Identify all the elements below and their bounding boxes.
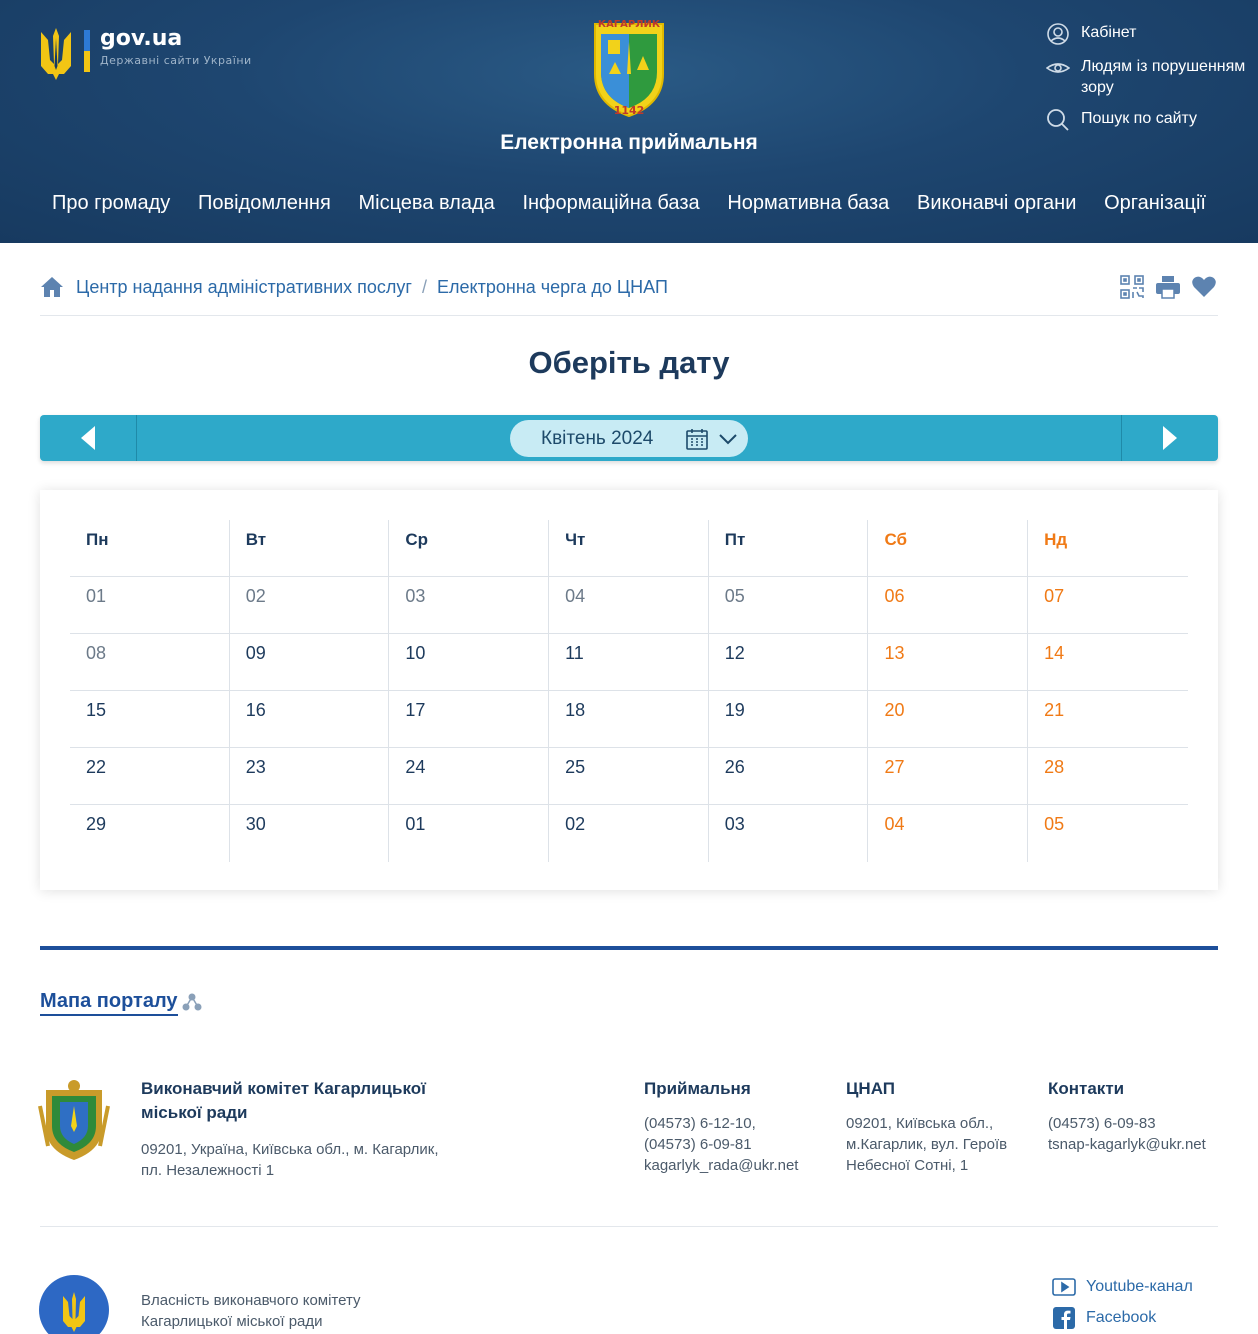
reception-title: Приймальня bbox=[644, 1079, 751, 1098]
org-address: 09201, Україна, Київська обл., м. Кагарлик, пл. Незалежності 1 bbox=[141, 1141, 439, 1179]
nav-item-executive-bodies[interactable]: Виконавчі органи bbox=[917, 192, 1077, 214]
calendar-day[interactable]: 22 bbox=[70, 748, 230, 804]
search-icon bbox=[1046, 108, 1070, 132]
calendar-day[interactable]: 24 bbox=[389, 748, 549, 804]
trident-icon bbox=[38, 26, 74, 82]
nav-item-regulatory-base[interactable]: Нормативна база bbox=[727, 192, 890, 214]
calendar-day[interactable]: 28 bbox=[1044, 757, 1065, 777]
calendar-day[interactable]: 21 bbox=[1044, 700, 1065, 720]
ownership-text: Власність виконавчого комітету Кагарлицької міської ради bbox=[141, 1292, 361, 1330]
city-crest-logo[interactable] bbox=[591, 12, 667, 120]
calendar-week-row bbox=[70, 634, 1188, 691]
calendar-day[interactable]: 12 bbox=[709, 634, 869, 690]
breadcrumb bbox=[40, 276, 668, 298]
youtube-icon bbox=[1052, 1276, 1076, 1298]
calendar-day[interactable]: 15 bbox=[70, 691, 230, 747]
nav-item-information-base[interactable]: Інформаційна база bbox=[522, 192, 700, 214]
calendar-day[interactable]: 09 bbox=[230, 634, 390, 690]
calendar-day[interactable]: 02 bbox=[230, 577, 390, 633]
weekday-header-row bbox=[70, 520, 1188, 577]
calendar-day[interactable]: 03 bbox=[709, 805, 869, 862]
breadcrumb-item-queue[interactable]: Електронна черга до ЦНАП bbox=[437, 276, 668, 297]
govua-title: gov.ua bbox=[100, 26, 183, 51]
calendar-day[interactable]: 30 bbox=[230, 805, 390, 862]
accessibility-label: Людям із порушенням зору bbox=[1081, 58, 1246, 96]
calendar-day[interactable]: 05 bbox=[1044, 814, 1065, 834]
weekday-header: Нд bbox=[1044, 530, 1068, 549]
facebook-icon bbox=[1052, 1307, 1076, 1329]
print-icon[interactable] bbox=[1155, 274, 1181, 300]
calendar-card bbox=[40, 490, 1218, 890]
calendar-day[interactable]: 04 bbox=[549, 577, 709, 633]
crest-text-top: КАГАРЛИК bbox=[597, 19, 661, 30]
arrow-left-icon bbox=[80, 426, 96, 450]
cabinet-label: Кабінет bbox=[1081, 24, 1137, 41]
calendar-day[interactable]: 20 bbox=[868, 691, 1028, 747]
footer-contacts bbox=[1048, 1077, 1248, 1155]
nav-item-organizations[interactable]: Організації bbox=[1104, 192, 1206, 214]
footer-divider bbox=[40, 946, 1218, 950]
top-links bbox=[1046, 22, 1246, 142]
calendar-week-row bbox=[70, 577, 1188, 634]
weekday-header: Сб bbox=[868, 520, 1028, 576]
calendar-day[interactable]: 16 bbox=[230, 691, 390, 747]
calendar-icon bbox=[685, 427, 709, 451]
user-circle-icon bbox=[1046, 22, 1070, 46]
council-crest-logo bbox=[38, 1076, 110, 1162]
social-links bbox=[1052, 1276, 1193, 1334]
qr-code-icon[interactable] bbox=[1119, 274, 1145, 300]
page-tools bbox=[1119, 274, 1217, 300]
calendar-day[interactable]: 14 bbox=[1044, 643, 1065, 663]
weekday-header: Пт bbox=[709, 520, 869, 576]
next-month-button[interactable] bbox=[1121, 415, 1218, 461]
nav-item-community[interactable]: Про громаду bbox=[52, 192, 171, 214]
main-nav bbox=[0, 192, 1258, 215]
calendar-day[interactable]: 02 bbox=[549, 805, 709, 862]
calendar-day[interactable]: 01 bbox=[70, 577, 230, 633]
org-name: Виконавчий комітет Кагарлицької міської ради bbox=[141, 1079, 426, 1122]
calendar-week-row bbox=[70, 691, 1188, 748]
footer-reception bbox=[644, 1077, 834, 1176]
site-title: Електронна приймальня bbox=[500, 131, 758, 154]
footer-divider-bottom bbox=[40, 1226, 1218, 1227]
cnap-title: ЦНАП bbox=[846, 1079, 895, 1098]
calendar-day[interactable]: 08 bbox=[70, 634, 230, 690]
calendar-day[interactable]: 11 bbox=[549, 634, 709, 690]
page-title: Оберіть дату bbox=[528, 345, 730, 380]
govua-subtitle: Державні сайти України bbox=[100, 54, 252, 67]
accessibility-link[interactable] bbox=[1046, 56, 1246, 98]
calendar-day[interactable]: 03 bbox=[389, 577, 549, 633]
search-link[interactable] bbox=[1046, 108, 1246, 132]
calendar-week-row bbox=[70, 805, 1188, 862]
govua-logo[interactable] bbox=[38, 26, 252, 82]
calendar-grid bbox=[70, 520, 1188, 862]
favorite-heart-icon[interactable] bbox=[1191, 274, 1217, 300]
home-icon[interactable] bbox=[40, 276, 64, 298]
weekday-header: Вт bbox=[230, 520, 390, 576]
month-label: Квітень 2024 bbox=[541, 427, 654, 449]
youtube-label: Youtube-канал bbox=[1086, 1278, 1193, 1295]
breadcrumb-separator: / bbox=[422, 276, 428, 297]
site-header bbox=[0, 0, 1258, 243]
weekday-header: Пн bbox=[70, 520, 230, 576]
calendar-day[interactable]: 05 bbox=[709, 577, 869, 633]
calendar-week-row bbox=[70, 748, 1188, 805]
calendar-day[interactable]: 27 bbox=[868, 748, 1028, 804]
previous-month-button[interactable] bbox=[40, 415, 137, 461]
calendar-day[interactable]: 10 bbox=[389, 634, 549, 690]
calendar-day[interactable]: 04 bbox=[868, 805, 1028, 862]
calendar-day[interactable]: 06 bbox=[868, 577, 1028, 633]
cnap-address: 09201, Київська обл., м.Кагарлик, вул. Героїв Небесної Сотні, 1 bbox=[846, 1115, 1008, 1174]
reception-contacts[interactable]: (04573) 6-12-10, (04573) 6-09-81 kagarlyk_rada@ukr.net bbox=[644, 1115, 799, 1174]
calendar-day[interactable]: 25 bbox=[549, 748, 709, 804]
crest-text-bottom: 1142 bbox=[613, 104, 645, 117]
contacts-details[interactable]: (04573) 6-09-83 tsnap-kagarlyk@ukr.net bbox=[1048, 1115, 1206, 1153]
calendar-day[interactable]: 29 bbox=[70, 805, 230, 862]
trident-icon bbox=[39, 1275, 109, 1334]
calendar-day[interactable]: 19 bbox=[709, 691, 869, 747]
weekday-header: Чт bbox=[549, 520, 709, 576]
divider bbox=[40, 315, 1218, 316]
nav-item-announcements[interactable]: Повідомлення bbox=[197, 192, 331, 214]
calendar-day[interactable]: 13 bbox=[868, 634, 1028, 690]
calendar-day[interactable]: 18 bbox=[549, 691, 709, 747]
contacts-title: Контакти bbox=[1048, 1079, 1125, 1098]
chevron-down-icon bbox=[719, 433, 737, 445]
nav-item-local-government[interactable]: Місцева влада bbox=[358, 192, 495, 214]
month-selector-bar bbox=[40, 415, 1218, 461]
calendar-day[interactable]: 26 bbox=[709, 748, 869, 804]
search-label: Пошук по сайту bbox=[1081, 110, 1198, 127]
arrow-right-icon bbox=[1162, 426, 1178, 450]
footer-cnap bbox=[846, 1077, 1036, 1176]
sitemap bbox=[40, 988, 202, 1016]
calendar-day[interactable]: 01 bbox=[389, 805, 549, 862]
weekday-header: Ср bbox=[389, 520, 549, 576]
eye-icon bbox=[1046, 56, 1070, 80]
cabinet-link[interactable] bbox=[1046, 22, 1246, 46]
youtube-link[interactable] bbox=[1052, 1276, 1193, 1298]
ukraine-trident-badge bbox=[39, 1275, 109, 1334]
calendar-day[interactable]: 23 bbox=[230, 748, 390, 804]
sitemap-link[interactable]: Мапа порталу bbox=[40, 988, 178, 1016]
calendar-day[interactable]: 17 bbox=[389, 691, 549, 747]
facebook-label: Facebook bbox=[1086, 1309, 1157, 1326]
footer-organization bbox=[141, 1077, 441, 1181]
calendar-day[interactable]: 07 bbox=[1044, 586, 1065, 606]
sitemap-icon bbox=[182, 992, 202, 1012]
facebook-link[interactable] bbox=[1052, 1307, 1193, 1329]
month-picker[interactable] bbox=[510, 420, 748, 457]
breadcrumb-item-cnap[interactable]: Центр надання адміністративних послуг bbox=[76, 276, 412, 297]
